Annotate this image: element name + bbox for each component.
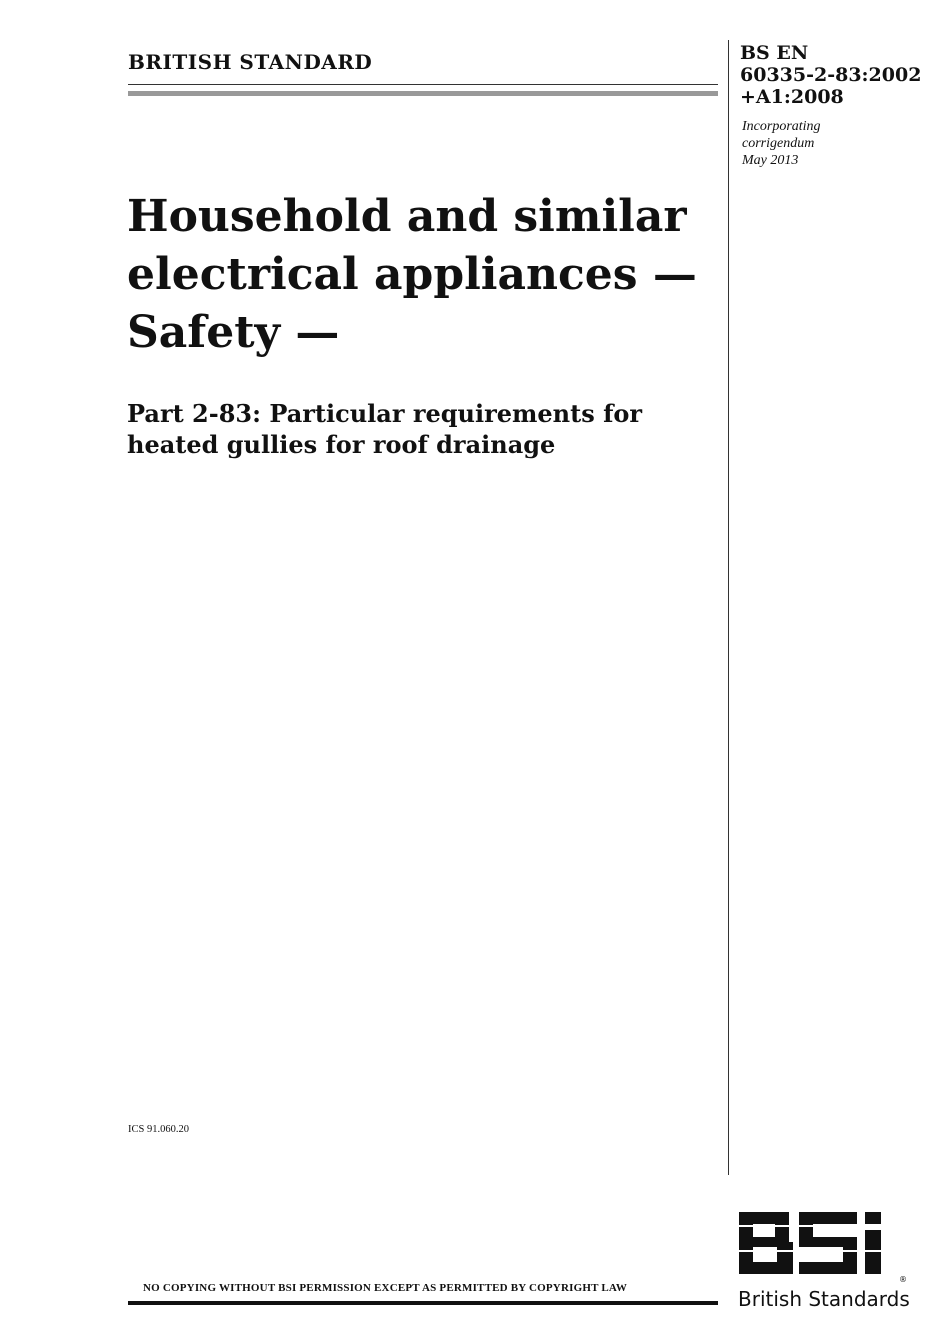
corrigendum-line: May 2013 [742,153,799,168]
vertical-divider [728,40,729,1175]
standard-number-line: 60335-2-83:2002 [740,64,922,86]
standard-number-line: BS EN [740,42,809,64]
bsi-logo-mark [737,1212,887,1274]
logo-caption: British Standards [738,1287,910,1311]
subtitle-line: heated gullies for roof drainage [127,430,556,459]
corrigendum-line: corrigendum [742,136,815,151]
footer-rule [128,1301,718,1305]
header-rule-thick [128,91,718,96]
ics-code: ICS 91.060.20 [128,1124,189,1135]
corrigendum-line: Incorporating [742,119,821,134]
title-line: Safety — [127,307,340,358]
copyright-notice: NO COPYING WITHOUT BSI PERMISSION EXCEPT AS PERMITTED BY COPYRIGHT LAW [143,1282,628,1294]
standard-number-line: +A1:2008 [740,86,844,108]
header-rule-thin [128,84,718,85]
subtitle-line: Part 2-83: Particular requirements for [127,399,643,428]
document-subtitle [127,398,642,460]
document-title [127,188,697,362]
standard-number [740,42,921,108]
document-type-label: BRITISH STANDARD [128,50,373,74]
registered-mark: ® [899,1275,907,1284]
title-line: electrical appliances — [127,249,697,300]
corrigendum-note [742,118,821,169]
title-line: Household and similar [127,191,687,242]
